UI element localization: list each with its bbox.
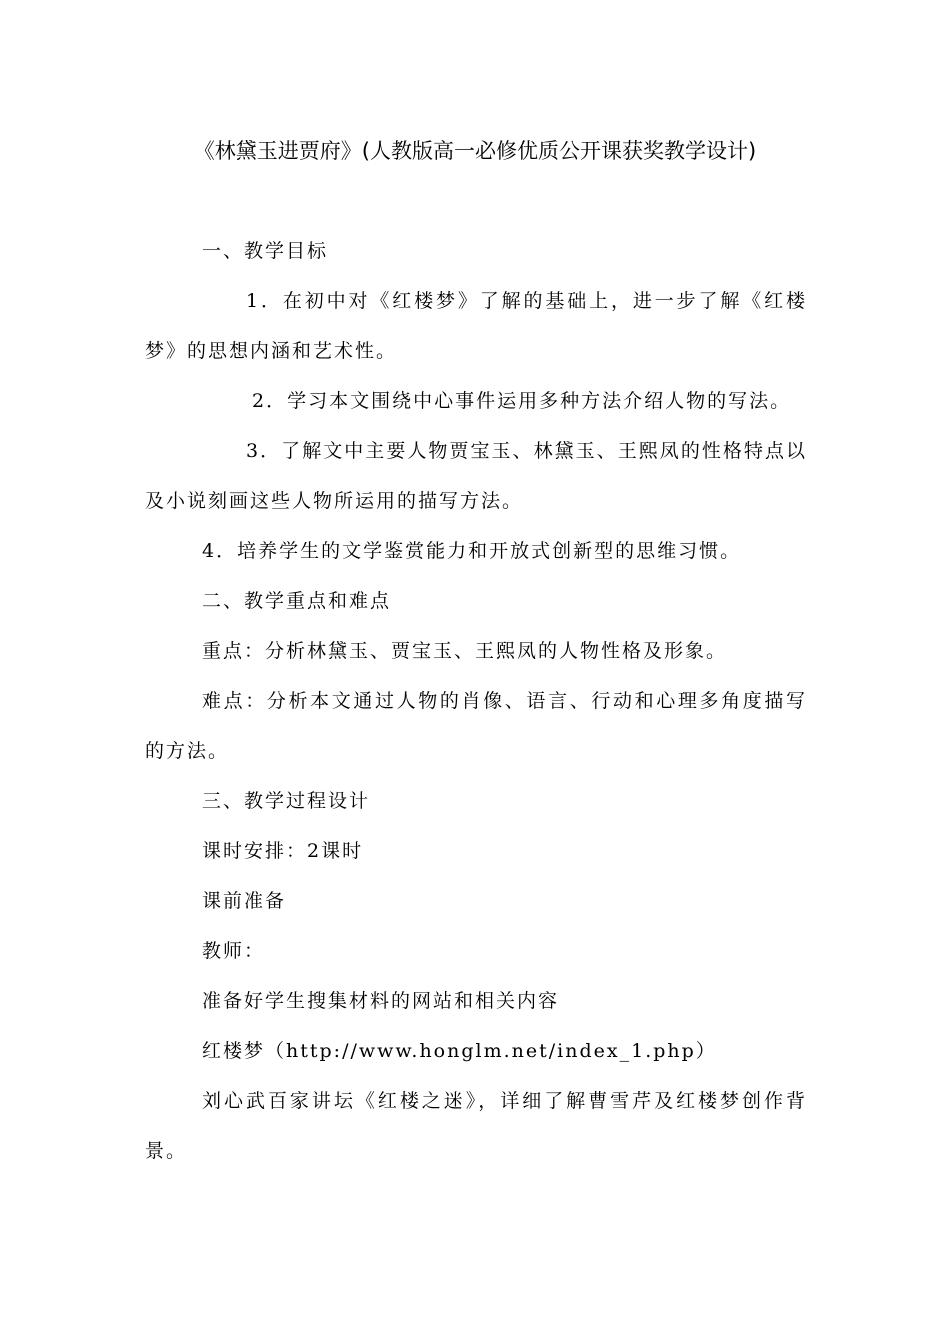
difficult-point-paragraph: 难点：分析本文通过人物的肖像、语言、行动和心理多角度描写的方法。 <box>145 690 807 762</box>
objective-item-1: 1．在初中对《红楼梦》了解的基础上，进一步了解《红楼梦》的思想内涵和艺术性。 <box>145 290 807 362</box>
section-heading-objectives: 一、教学目标 <box>202 240 329 262</box>
lecture-reference-paragraph: 刘心武百家讲坛《红楼之迷》，详细了解曹雪芹及红楼梦创作背景。 <box>145 1090 807 1162</box>
section-heading-process: 三、教学过程设计 <box>202 790 371 812</box>
preparation-heading: 课前准备 <box>202 890 287 912</box>
teacher-label: 教师： <box>202 940 266 962</box>
section-heading-key-points: 二、教学重点和难点 <box>202 590 392 612</box>
website-reference-line: 红楼梦（http://www.honglm.net/index_1.php） <box>202 1040 717 1062</box>
objective-item-3: 3．了解文中主要人物贾宝玉、林黛玉、王熙凤的性格特点以及小说刻画这些人物所运用的描写方法。 <box>145 440 807 512</box>
document-title: 《林黛玉进贾府》(人教版高一必修优质公开课获奖教学设计) <box>193 139 757 163</box>
document-body <box>145 226 807 1176</box>
schedule-line: 课时安排：2课时 <box>202 840 364 862</box>
key-point-paragraph: 重点：分析林黛玉、贾宝玉、王熙凤的人物性格及形象。 <box>202 640 728 662</box>
teacher-preparation-line: 准备好学生搜集材料的网站和相关内容 <box>202 990 560 1012</box>
objective-item-4: 4．培养学生的文学鉴赏能力和开放式创新型的思维习惯。 <box>202 540 742 562</box>
objective-item-2: 2．学习本文围绕中心事件运用多种方法介绍人物的写法。 <box>252 390 792 412</box>
